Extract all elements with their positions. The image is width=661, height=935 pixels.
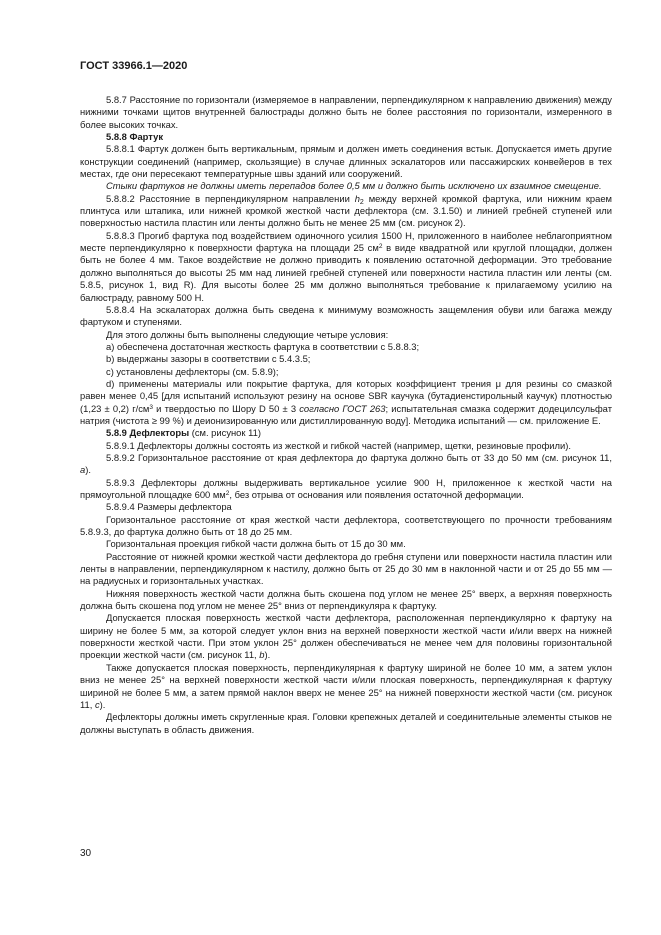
paragraph-5-8-8-4: 5.8.8.4 На эскалаторах должна быть сведена к минимуму возможность защемления обуви или багажа между фартуком и ступенями.: [80, 303, 612, 328]
list-item-c: с) установлены дефлекторы (см. 5.8.9);: [106, 365, 279, 377]
list-item-b: b) выдержаны зазоры в соответствии с 5.4.3.5;: [106, 353, 311, 365]
list-item-a: а) обеспечена достаточная жесткость фартука в соответствии с 5.8.8.3;: [106, 340, 420, 352]
document-header: ГОСТ 33966.1—2020: [80, 60, 188, 72]
paragraph-deflector-bevel: Нижняя поверхность жесткой части должна быть скошена под углом не менее 25° вверх, а верхняя поверхность должна быть скошена под углом не менее 25° вниз от перпендикуляра к фартуку.: [80, 587, 612, 612]
paragraph-deflector-flexible: Горизонтальная проекция гибкой части должна быть от 15 до 30 мм.: [106, 538, 406, 550]
paragraph-deflector-height: Расстояние от нижней кромки жесткой части дефлектора до гребня ступени или поверхности настила пластин или ленты в направлении, перпендикулярном к настилу, должно быть от 25 до 30 мм в наклонной части и от 25 до 55 мм — на радиусных и горизонтальных участках.: [80, 550, 612, 587]
paragraph-5-8-8-3: 5.8.8.3 Прогиб фартука под воздействием одиночного усилия 1500 Н, приложенного в наиболее неблагоприятном месте перпендикулярно к поверхности фартука на площади 25 $см^2$ в виде квадратной или круглой площадки, должен быть не более 4 мм. Такое воздействие не должно приводить к появлению остаточной деформации. Это требование должно выполняться до высоты 25 мм над линией гребней ступеней или поверхности настила пластин или ленты (см. 5.8.5, рисунок 1, вид R). Для высоты более 25 мм должно выполняться требование к прилагаемому усилию на балюстраду, равному 500 Н.: [80, 229, 612, 303]
list-item-d: d) применены материалы или покрытие фартука, для которых коэффициент трения μ для резины со смазкой равен менее 0,45 [для испытаний используют резину на основе SBR каучука (бутадиенстирольный каучук) плотностью (1,23 ± 0,2) $г/см^3$ и твердостью по Шору D 50 ± 3 согласно ГОСТ 263; испытательная смазка содержит додецилсульфат натрия (чистота ≥ 99 %) и деионизированную или дистиллированную воду]. Методика испытаний — см. приложение Е.: [80, 377, 612, 426]
paragraph-deflector-flat-10mm: Также допускается плоская поверхность, перпендикулярная к фартуку шириной не более 10 мм, а затем уклон вниз не менее 25° на верхней поверхности жесткой части и/или плоская поверхность, перпендикулярная к фартуку шириной не более 5 мм, а затем прямой наклон вверх не менее 25° на нижней поверхности жесткой части (см. рисунок 11, с).: [80, 661, 612, 710]
paragraph-conditions: Для этого должны быть выполнены следующие четыре условия:: [106, 328, 389, 340]
paragraph-5-8-7: 5.8.7 Расстояние по горизонтали (измеряемое в направлении, перпендикулярном к направлению движения) между нижними точками щитов внутренней балюстрады должно быть не более расстояния по горизонтали, измеренного в более высоких точках.: [80, 94, 612, 130]
paragraph-5-8-8-1: 5.8.8.1 Фартук должен быть вертикальным, прямым и должен иметь соединения встык. Допускается иметь другие конструкции соединений (например, скользящие) в случае длинных эскалаторов или пассажирских конвейеров в тех местах, где они пересекают температурные швы зданий или сооружений.: [80, 143, 612, 180]
paragraph-deflector-rigid-distance: Горизонтальное расстояние от края жесткой части дефлектора, соответствующего по прочности требованиям 5.8.9.3, до фартука должно быть от 18 до 25 мм.: [80, 513, 612, 538]
paragraph-5-8-8-2: 5.8.8.2 Расстояние в перпендикулярном направлении $h_2$ между верхней кромкой фартука, или нижним краем плинтуса или штапика, или нижней кромкой жесткой части дефлектора (см. 3.1.50) и линией гребней ступеней или поверхностью настила пластин или ленты должно быть не менее 25 мм (см. рисунок 2).: [80, 192, 613, 229]
heading-5-8-9: 5.8.9 Дефлекторы (см. рисунок 11): [106, 427, 261, 439]
document-body: [80, 94, 612, 736]
page-number: 30: [80, 848, 92, 859]
paragraph-5-8-9-1: 5.8.9.1 Дефлекторы должны состоять из жесткой и гибкой частей (например, щетки, резиновые профили).: [106, 439, 571, 451]
paragraph-deflector-flat-5mm: Допускается плоская поверхность жесткой части дефлектора, расположенная перпендикулярно к фартуку на ширину не более 5 мм, за которой следует уклон вниз на верхней поверхности жесткой части и/или вверх на нижней поверхности жесткой части. При этом уклон 25° должен обеспечиваться не менее чем для половины горизонтальной проекции жесткой части (см. рисунок 11, b).: [80, 612, 612, 661]
paragraph-deflector-edges: Дефлекторы должны иметь скругленные края. Головки крепежных деталей и соединительные элементы стыков не должны выступать в область движения.: [80, 711, 612, 735]
heading-5-8-8: 5.8.8 Фартук: [106, 131, 164, 143]
paragraph-5-8-9-2: 5.8.9.2 Горизонтальное расстояние от края дефлектора до фартука должно быть от 33 до 50 мм (см. рисунок 11, а).: [80, 451, 612, 476]
paragraph-5-8-9-4: 5.8.9.4 Размеры дефлектора: [106, 501, 232, 513]
paragraph-5-8-9-3: 5.8.9.3 Дефлекторы должны выдерживать вертикальное усилие 900 Н, приложенное к жесткой части на прямоугольной площадке 600 $мм^2$, без отрыва от основания или появления остаточной деформации.: [80, 476, 612, 500]
paragraph-5-8-8-1-note: Стыки фартуков не должны иметь перепадов более 0,5 мм и должно быть исключено их взаимное смещение.: [106, 180, 602, 192]
